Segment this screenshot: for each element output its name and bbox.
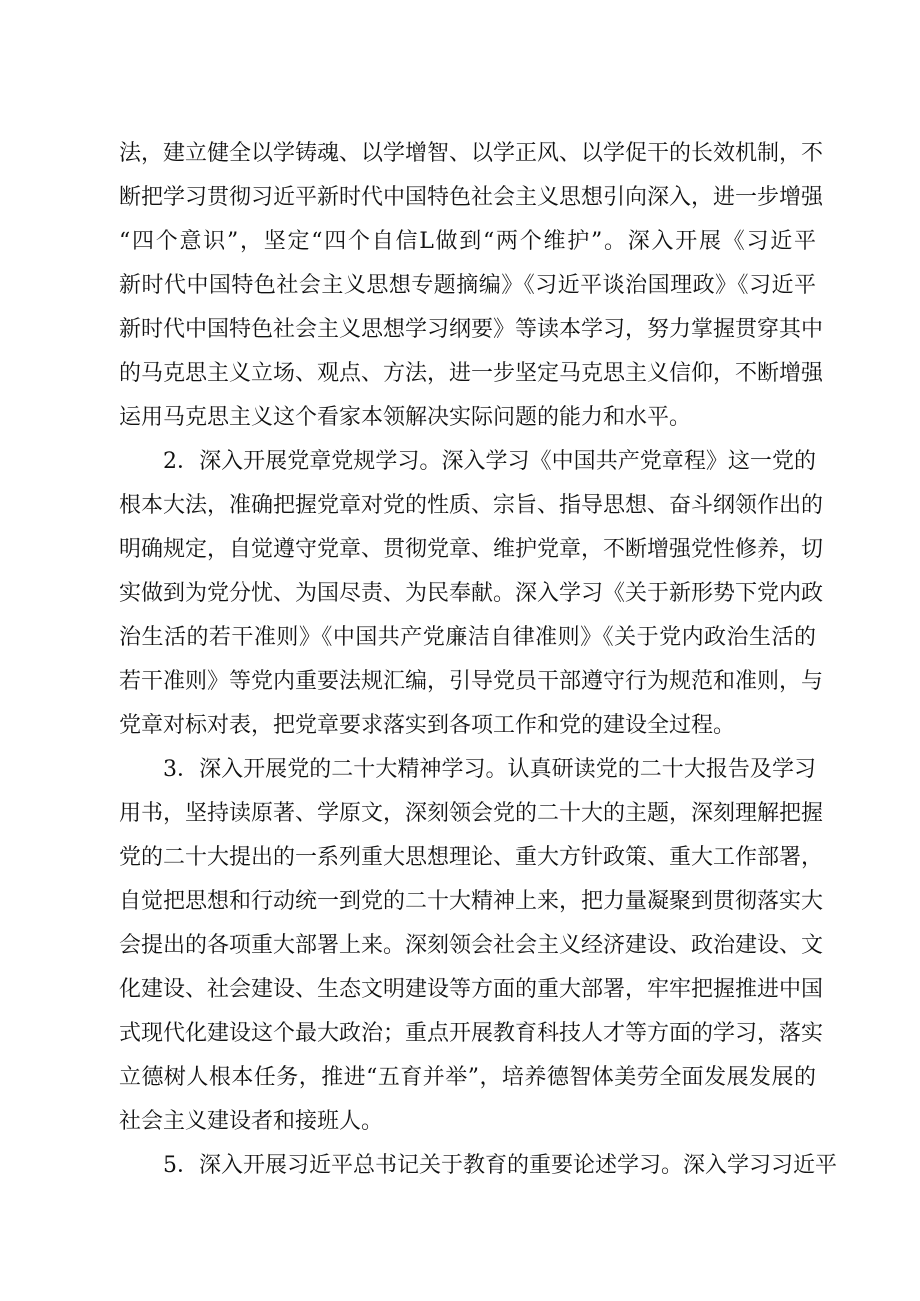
text-line: 运用马克思主义这个看家本领解决实际问题的能力和水平。 (119, 405, 692, 430)
text-line: 新时代中国特色社会主义思想学习纲要》等读本学习，努力掌握贯穿其中 (119, 317, 824, 342)
text-line: 用书，坚持读原著、学原文，深刻领会党的二十大的主题，深刻理解把握 (119, 801, 824, 826)
paragraph-heading-5: 5．深入开展习近平总书记关于教育的重要论述学习。深入学习习近平 (163, 1153, 837, 1178)
text-line: 若干准则》等党内重要法规汇编，引导党员干部遵守行为规范和准则，与 (119, 669, 824, 694)
text-line: 的马克思主义立场、观点、方法，进一步坚定马克思主义信仰，不断增强 (119, 361, 824, 386)
text-line: 自觉把思想和行动统一到党的二十大精神上来，把力量凝聚到贯彻落实大 (119, 889, 824, 914)
text-line: 党章对标对表，把党章要求落实到各项工作和党的建设全过程。 (119, 713, 736, 738)
text-line: 新时代中国特色社会主义思想专题摘编》《习近平谈治国理政》《习近平 (119, 273, 816, 298)
paragraph-heading-2: 2．深入开展党章党规学习。深入学习《中国共产党章程》这一党的 (163, 449, 816, 474)
text-line: 法，建立健全以学铸魂、以学增智、以学正风、以学促干的长效机制，不 (119, 141, 824, 166)
text-line: 社会主义建设者和接班人。 (119, 1109, 384, 1134)
text-line: 实做到为党分忧、为国尽责、为民奉献。深入学习《关于新形势下党内政 (119, 581, 824, 606)
text-line: “四个意识”，坚定“四个自信L做到“两个维护”。深入开展《习近平 (119, 229, 816, 254)
text-line: 根本大法，准确把握党章对党的性质、宗旨、指导思想、奋斗纲领作出的 (119, 493, 824, 518)
text-line: 会提出的各项重大部署上来。深刻领会社会主义经济建设、政治建设、文 (119, 933, 824, 958)
text-line: 治生活的若干准则》《中国共产党廉洁自律准则》《关于党内政治生活的 (119, 625, 816, 650)
text-line: 化建设、社会建设、生态文明建设等方面的重大部署，牢牢把握推进中国 (119, 977, 824, 1002)
text-line: 党的二十大提出的一系列重大思想理论、重大方针政策、重大工作部署， (119, 845, 824, 870)
text-line: 明确规定，自觉遵守党章、贯彻党章、维护党章，不断增强党性修养，切 (119, 537, 824, 562)
text-line: 断把学习贯彻习近平新时代中国特色社会主义思想引向深入，进一步增强 (119, 185, 824, 210)
text-line: 立德树人根本任务，推进“五育并举”，培养德智体美劳全面发展发展的 (119, 1065, 816, 1090)
paragraph-heading-3: 3．深入开展党的二十大精神学习。认真研读党的二十大报告及学习 (163, 757, 816, 782)
text-line: 式现代化建设这个最大政治；重点开展教育科技人才等方面的学习，落实 (119, 1021, 824, 1046)
